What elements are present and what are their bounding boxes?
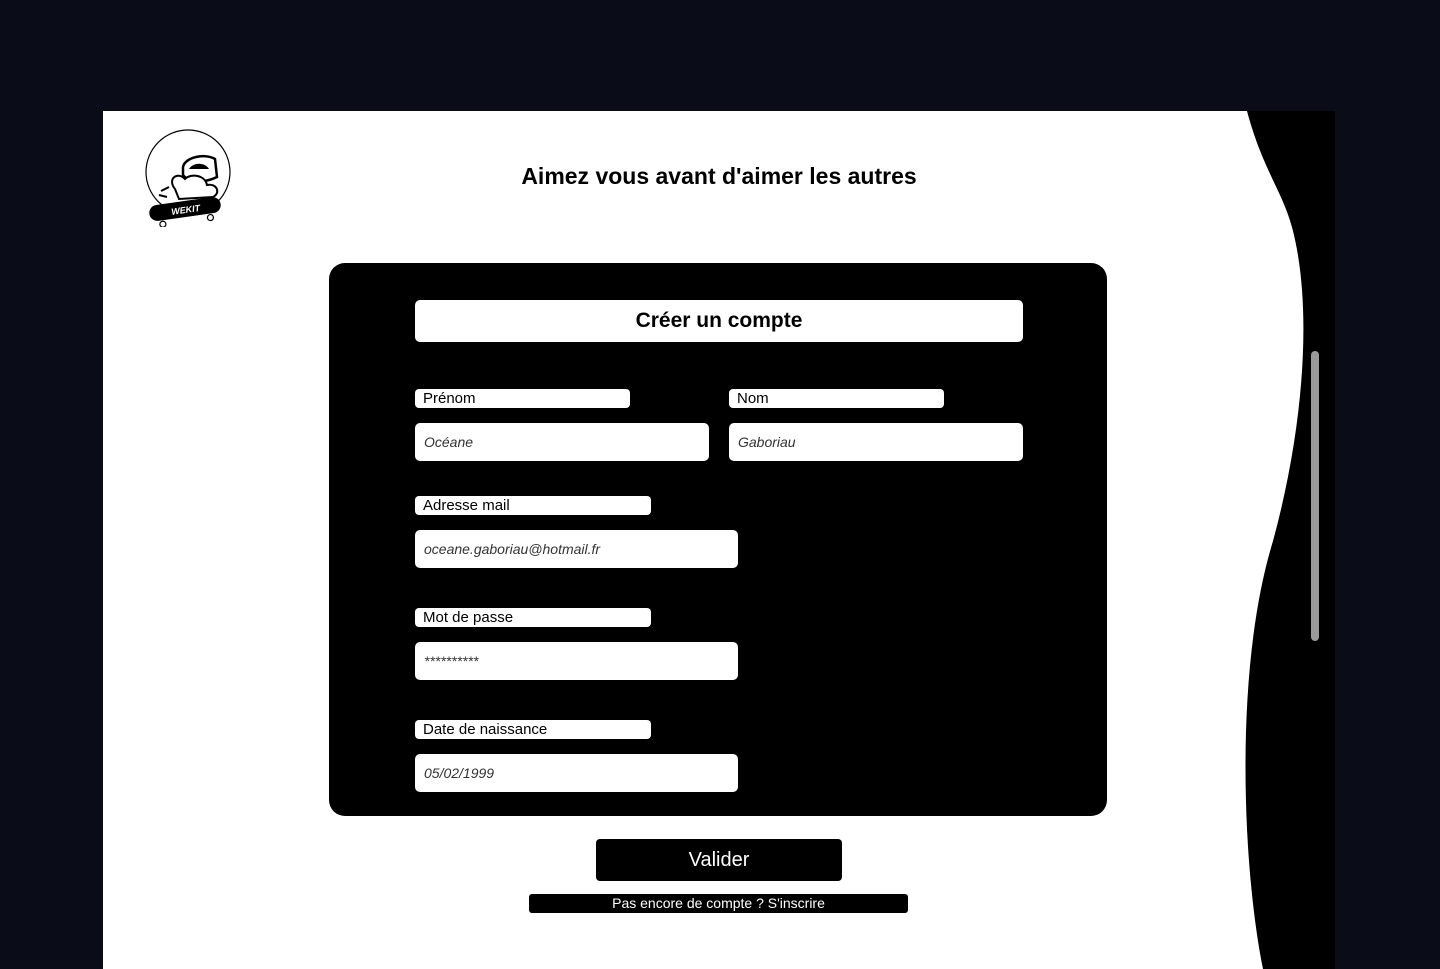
birthdate-label: Date de naissance [415,720,651,739]
scrollbar[interactable] [1311,351,1321,643]
email-input[interactable]: oceane.gaboriau@hotmail.fr [415,530,738,568]
form-title: Créer un compte [415,300,1023,342]
signup-form-card [329,263,1107,816]
first-name-label: Prénom [415,389,630,408]
email-label: Adresse mail [415,496,651,515]
page-headline: Aimez vous avant d'aimer les autres [521,163,917,189]
last-name-label: Nom [729,389,944,408]
last-name-input[interactable]: Gaboriau [729,423,1023,461]
signup-link[interactable]: Pas encore de compte ? S'inscrire [529,894,908,913]
logo-text: WEKIT [170,202,201,217]
page-container [103,111,1335,969]
validate-button[interactable]: Valider [596,839,842,881]
password-input[interactable]: ********** [415,642,738,680]
password-label: Mot de passe [415,608,651,627]
scrollbar-thumb[interactable] [1311,351,1319,641]
birthdate-input[interactable]: 05/02/1999 [415,754,738,792]
first-name-input[interactable]: Océane [415,423,709,461]
